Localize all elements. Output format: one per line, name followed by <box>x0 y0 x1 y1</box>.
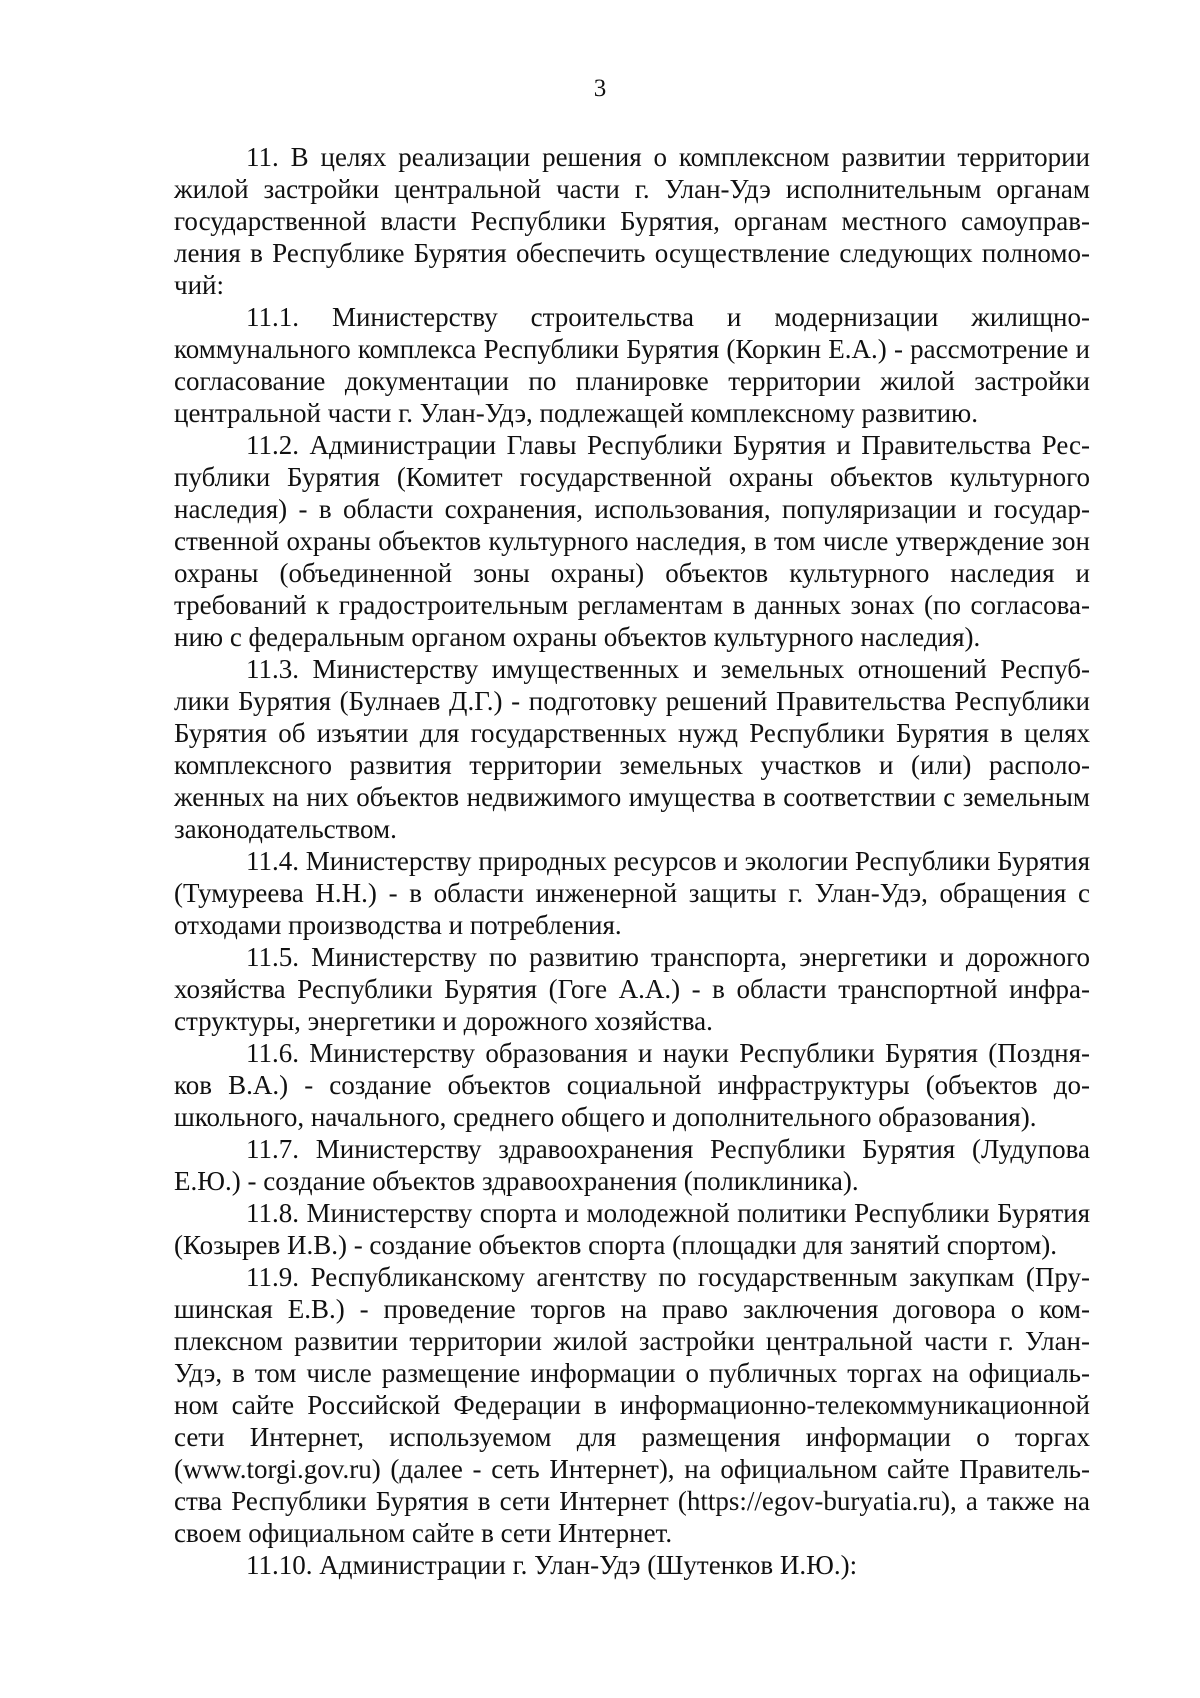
paragraph-11-9: 11.9. Республиканскому агентству по государственным закупкам (Прушинская Е.В.) - проведение торгов на право заключения договора о комплексном развитии территории жилой застройки центральной части г. Улан-Удэ, в том числе размещение информации о публичных торгах на официальном сайте Российской Федерации в информационно-телекоммуникационной сети Интернет, используемом для размещения информации о торгах (www.torgi.gov.ru) (далее - сеть Интернет), на официальном сайте Правительства Республики Бурятия в сети Интернет (https://egov-buryatia.ru), а также на своем официальном сайте в сети Интернет. <box>174 1262 1090 1548</box>
paragraph-11-7: 11.7. Министерству здравоохранения Республики Бурятия (Лудупова Е.Ю.) - создание объектов здравоохранения (поликлиника). <box>174 1134 1090 1196</box>
paragraph-11-2: 11.2. Администрации Главы Республики Бурятия и Правительства Республики Бурятия (Комитет государственной охраны объектов культурного наследия) - в области сохранения, использования, популяризации и государственной охраны объектов культурного наследия, в том числе утверждение зон охраны (объединенной зоны охраны) объектов культурного наследия и требований к градостроительным регламентам в данных зонах (по согласованию с федеральным органом охраны объектов культурного наследия). <box>174 430 1090 652</box>
document-body <box>174 141 1090 1581</box>
paragraph-11-10: 11.10. Администрации г. Улан-Удэ (Шутенков И.Ю.): <box>246 1550 858 1580</box>
paragraph-11-6: 11.6. Министерству образования и науки Республики Бурятия (Поздняков В.А.) - создание объектов социальной инфраструктуры (объектов дошкольного, начального, среднего общего и дополнительного образования). <box>174 1038 1090 1132</box>
page-number: 3 <box>593 75 607 102</box>
paragraph-11: 11. В целях реализации решения о комплексном развитии территории жилой застройки центральной части г. Улан-Удэ исполнительным органам государственной власти Республики Бурятия, органам местного самоуправления в Республике Бурятия обеспечить осуществление следующих полномочий: <box>174 142 1090 300</box>
paragraph-11-3: 11.3. Министерству имущественных и земельных отношений Республики Бурятия (Булнаев Д.Г.) - подготовку решений Правительства Республики Бурятия об изъятии для государственных нужд Республики Бурятия в целях комплексного развития территории земельных участков и (или) расположенных на них объектов недвижимого имущества в соответствии с земельным законодательством. <box>174 654 1090 844</box>
paragraph-11-5: 11.5. Министерству по развитию транспорта, энергетики и дорожного хозяйства Республики Бурятия (Гоге А.А.) - в области транспортной инфраструктуры, энергетики и дорожного хозяйства. <box>174 942 1090 1036</box>
paragraph-11-4: 11.4. Министерству природных ресурсов и экологии Республики Бурятия (Тумуреева Н.Н.) - в области инженерной защиты г. Улан-Удэ, обращения с отходами производства и потребления. <box>174 846 1090 940</box>
paragraph-11-8: 11.8. Министерству спорта и молодежной политики Республики Бурятия (Козырев И.В.) - создание объектов спорта (площадки для занятий спортом). <box>174 1198 1090 1260</box>
paragraph-11-1: 11.1. Министерству строительства и модернизации жилищно-коммунального комплекса Республики Бурятия (Коркин Е.А.) - рассмотрение и согласование документации по планировке территории жилой застройки центральной части г. Улан-Удэ, подлежащей комплексному развитию. <box>174 302 1090 428</box>
